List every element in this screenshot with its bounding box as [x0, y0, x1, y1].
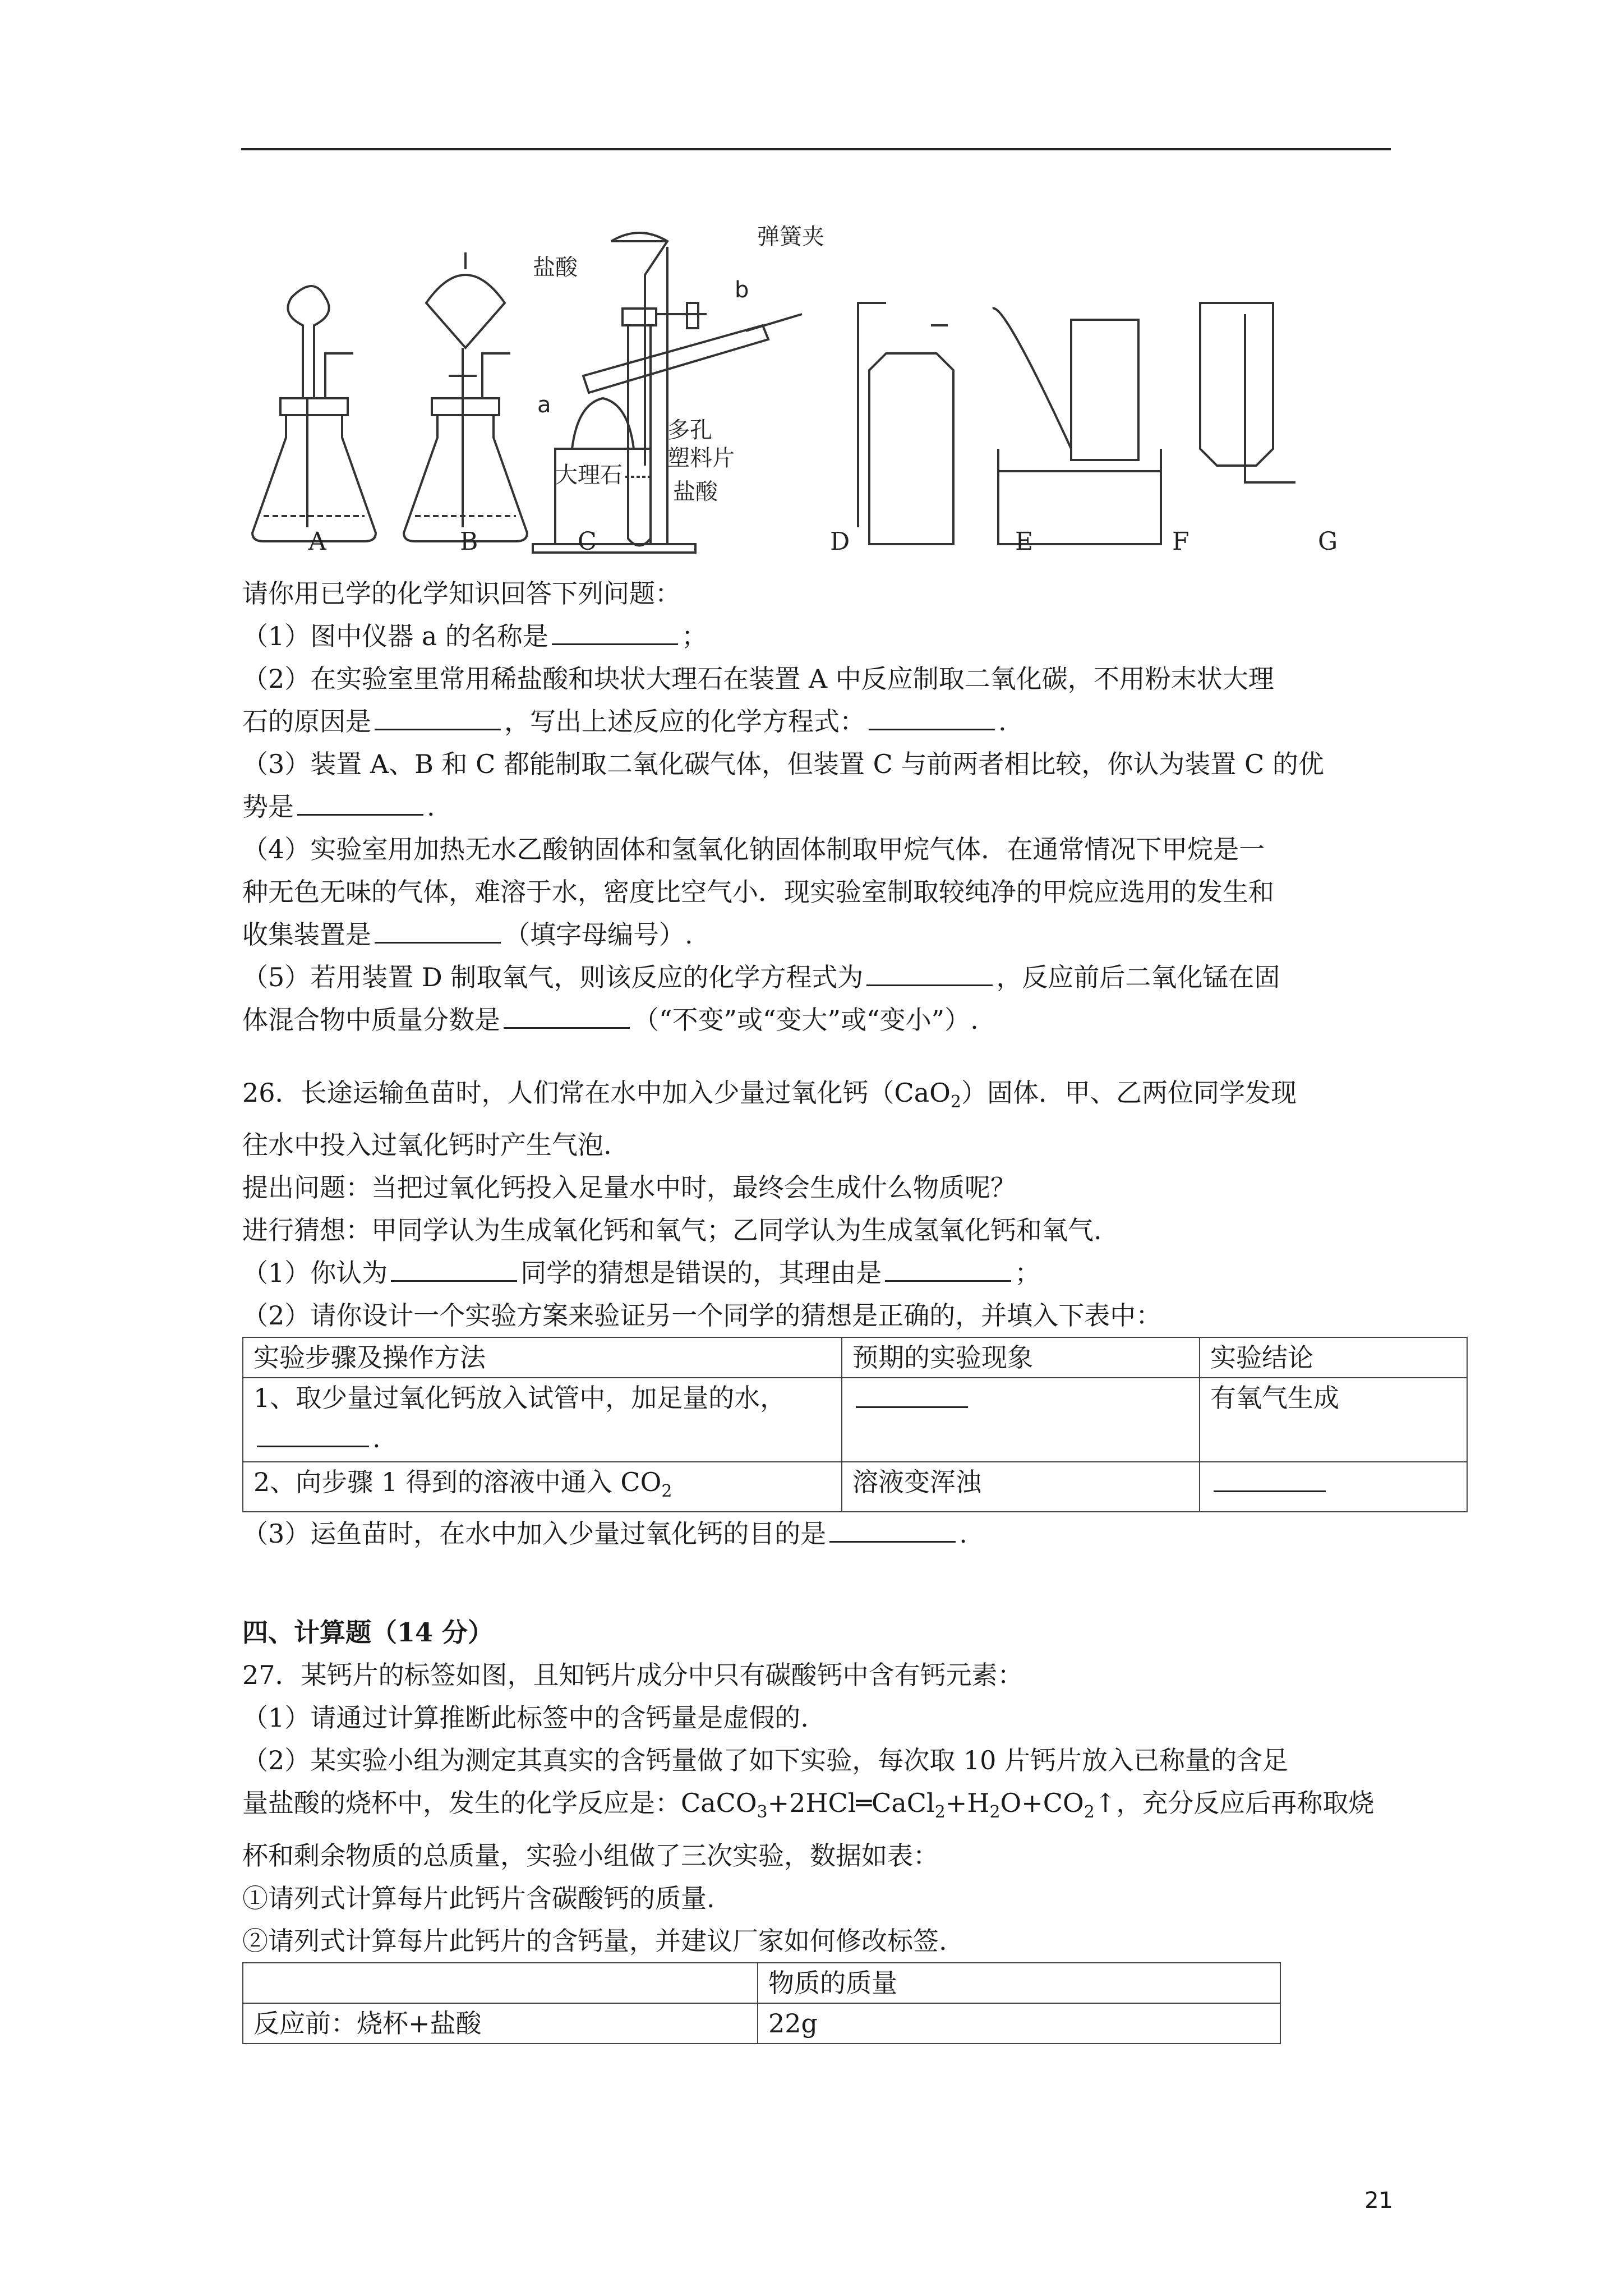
table-header: [243, 1963, 758, 2003]
caption-f: F: [1172, 527, 1189, 556]
q26-line2: 往水中投入过氧化钙时产生气泡.: [242, 1130, 612, 1161]
table-row: [243, 1378, 1467, 1462]
stopper-a: [280, 398, 348, 415]
table-row: [243, 1462, 1467, 1512]
table-cell: 1、取少量过氧化钙放入试管中，加足量的水， .: [243, 1378, 842, 1462]
q25-p2-line1: （2）在实验室里常用稀盐酸和块状大理石在装置 A 中反应制取二氧化碳，不用粉末状大理: [242, 664, 1274, 694]
caption-a: A: [308, 527, 326, 556]
q27-p1: （1）请通过计算推断此标签中的含钙量是虚假的.: [242, 1703, 809, 1733]
table-cell: 2、向步骤 1 得到的溶液中通入 $CO_2$: [243, 1462, 842, 1512]
q25-p3-line1: （3）装置 A、B 和 C 都能制取二氧化碳气体，但装置 C 与前两者相比较，你认为装置 C 的优: [242, 749, 1324, 779]
table-header: 预期的实验现象: [842, 1337, 1200, 1378]
sep-funnel-b: [426, 275, 505, 348]
table-header: 物质的质量: [758, 1963, 1280, 2003]
answer-blank[interactable]: [856, 1378, 968, 1408]
stopper-b: [432, 398, 499, 415]
answer-blank[interactable]: [391, 1252, 517, 1282]
answer-blank[interactable]: [504, 999, 630, 1029]
answer-blank[interactable]: [866, 956, 993, 986]
answer-blank[interactable]: [297, 786, 423, 816]
caption-e: E: [1015, 527, 1034, 556]
tube-d: [583, 325, 768, 393]
spring-clip: [687, 303, 698, 328]
answer-blank[interactable]: [375, 701, 501, 730]
answer-blank[interactable]: [829, 1513, 956, 1543]
funnel-c: [611, 233, 667, 466]
table-row: [243, 2003, 1280, 2044]
q25-p5-line1: （5）若用装置 D 制取氧气，则该反应的化学方程式为 ，反应前后二氧化锰在固: [242, 956, 1398, 999]
table-cell: 溶液变浑浊: [842, 1462, 1200, 1512]
apparatus-figure: [241, 213, 1402, 572]
q26-line4: 进行猜想：甲同学认为生成氧化钙和氧气；乙同学认为生成氢氧化钙和氧气.: [242, 1215, 1102, 1246]
bottle-e: [869, 353, 953, 544]
table-header: 实验步骤及操作方法: [243, 1337, 842, 1378]
q25-p4-line2: 种无色无味的气体，难溶于水，密度比空气小．现实验室制取较纯净的甲烷应选用的发生和: [242, 877, 1274, 907]
answer-blank[interactable]: [885, 1252, 1011, 1282]
flask-a: [252, 415, 376, 541]
content: [242, 572, 1398, 2044]
q25-p2-line2: 石的原因是 ，写出上述反应的化学方程式： .: [242, 700, 1398, 743]
q25-p1: （1）图中仪器 a 的名称是 ；: [242, 615, 1398, 657]
answer-blank[interactable]: [257, 1418, 369, 1447]
q27-sub2: ②请列式计算每片此钙片的含钙量，并建议厂家如何修改标签.: [242, 1925, 947, 1956]
label-hcl-bottom: 盐酸: [673, 479, 718, 505]
stopper-c: [623, 309, 656, 325]
answer-blank[interactable]: [869, 701, 995, 730]
label-spring-clip: 弹簧夹: [757, 224, 824, 250]
experiment-table: [242, 1337, 1468, 1512]
q27-p2-line3: 杯和剩余物质的总质量，实验小组做了三次实验，数据如表：: [242, 1840, 939, 1871]
q26-p3: （3）运鱼苗时，在水中加入少量过氧化钙的目的是 .: [242, 1512, 1398, 1555]
table-header: 实验结论: [1200, 1337, 1467, 1378]
answer-blank[interactable]: [1214, 1462, 1326, 1492]
q27-sub1: ①请列式计算每片此钙片含碳酸钙的质量.: [242, 1883, 715, 1913]
bottle-g: [1200, 303, 1273, 466]
label-a: a: [537, 392, 551, 418]
outlet-a: [325, 353, 353, 398]
q25-p5-line2: 体混合物中质量分数是 （“不变”或“变大”或“变小”）.: [242, 999, 1398, 1041]
answer-blank[interactable]: [552, 615, 678, 645]
caption-b: B: [460, 527, 478, 556]
page-number: 21: [1364, 2188, 1393, 2214]
caption-d: D: [830, 527, 850, 556]
caption-c: C: [578, 527, 597, 556]
q25-p4-line1: （4）实验室用加热无水乙酸钠固体和氢氧化钠固体制取甲烷气体．在通常情况下甲烷是一: [242, 834, 1265, 864]
table-cell: [842, 1378, 1200, 1462]
q26-p1: （1）你认为 同学的猜想是错误的，其理由是 ；: [242, 1251, 1398, 1294]
label-hcl-top: 盐酸: [533, 255, 578, 280]
mass-table: [242, 1962, 1281, 2044]
table-cell: 反应前：烧杯+盐酸: [243, 2003, 758, 2044]
label-porous-1: 多孔: [667, 417, 712, 443]
alcohol-lamp-d: [572, 398, 634, 449]
section-title: 四、计算题（14 分）: [242, 1617, 494, 1648]
table-row: [243, 1963, 1280, 2003]
q25-p3-line2: 势是 .: [242, 785, 1398, 828]
q27-p2-line2: 量盐酸的烧杯中，发生的化学反应是：$CaCO_3+2HCl═CaCl_2+H_2O+CO_2↑$，充分反应后再称取烧: [242, 1788, 1375, 1823]
q27-p2-line1: （2）某实验小组为测定其真实的含钙量做了如下实验，每次取 10 片钙片放入已称量的含足: [242, 1745, 1289, 1776]
q25-intro: 请你用已学的化学知识回答下列问题：: [242, 578, 681, 609]
apparatus-diagram: [241, 213, 1402, 572]
table-cell: 有氧气生成: [1200, 1378, 1467, 1462]
table-cell: [1200, 1462, 1467, 1512]
q26-line1: 26．长途运输鱼苗时，人们常在水中加入少量过氧化钙（CaO$_2$）固体．甲、乙两位同学发现: [242, 1078, 1297, 1112]
inverted-bottle-f: [1071, 320, 1138, 460]
q26-line3: 提出问题：当把过氧化钙投入足量水中时，最终会生成什么物质呢？: [242, 1172, 1016, 1203]
funnel-a: [288, 286, 329, 398]
label-porous-2: 塑料片: [667, 445, 735, 471]
flask-b: [404, 415, 527, 541]
label-marble: 大理石: [555, 462, 623, 488]
table-row: [243, 1337, 1467, 1378]
table-cell: 22g: [758, 2003, 1280, 2044]
caption-g: G: [1318, 527, 1338, 556]
outlet-b: [482, 353, 510, 398]
answer-blank[interactable]: [375, 914, 501, 944]
header-rule: [241, 148, 1391, 150]
label-b: b: [735, 277, 749, 303]
q25-p4-line3: 收集装置是 （填字母编号）.: [242, 913, 1398, 956]
q26-p2: （2）请你设计一个实验方案来验证另一个同学的猜想是正确的，并填入下表中：: [242, 1300, 1162, 1331]
q27-line1: 27．某钙片的标签如图，且知钙片成分中只有碳酸钙中含有钙元素：: [242, 1660, 1023, 1691]
